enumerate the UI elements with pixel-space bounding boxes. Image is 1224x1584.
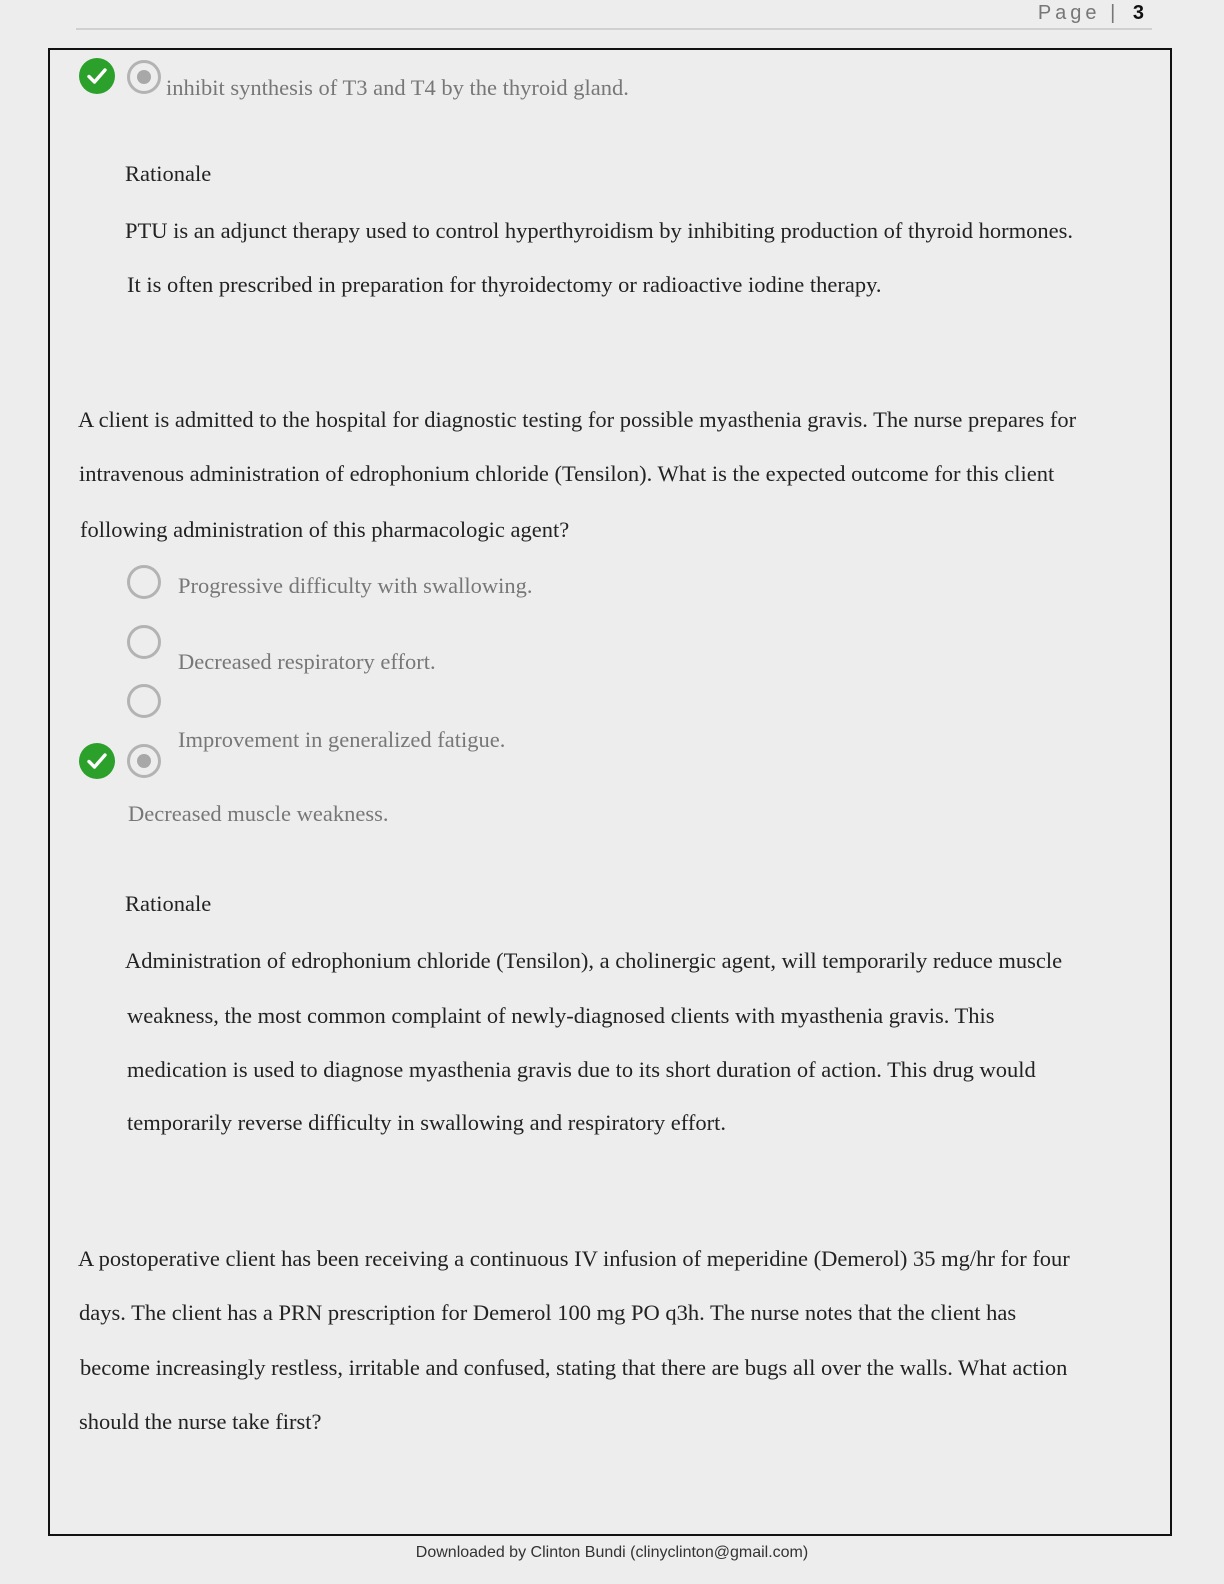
q3-question-line: A postoperative client has been receiving a continuous IV infusion of meperidine (Demerol) 35 mg/hr for four [78, 1246, 1070, 1271]
radio-option[interactable] [127, 625, 161, 659]
correct-check-icon [79, 58, 115, 94]
q2-rationale-line: temporarily reverse difficulty in swallowing and respiratory effort. [127, 1110, 726, 1135]
radio-option[interactable] [127, 565, 161, 599]
download-footer: Downloaded by Clinton Bundi (clinyclinton@gmail.com) [415, 1544, 809, 1561]
radio-option-selected[interactable] [127, 60, 161, 94]
q2-option: Improvement in generalized fatigue. [178, 727, 506, 752]
q2-option: Decreased respiratory effort. [178, 649, 436, 674]
q1-rationale-line: PTU is an adjunct therapy used to control hyperthyroidism by inhibiting production of thyroid hormones. [125, 218, 1073, 243]
q2-question-line: intravenous administration of edrophonium chloride (Tensilon). What is the expected outcome for this client [79, 461, 1055, 486]
q2-option: Progressive difficulty with swallowing. [178, 573, 533, 598]
radio-option-selected[interactable] [127, 744, 161, 778]
header-rule [76, 28, 1152, 30]
q1-correct-option: inhibit synthesis of T3 and T4 by the thyroid gland. [166, 75, 629, 100]
q3-question-line: become increasingly restless, irritable and confused, stating that there are bugs all over the walls. What action [80, 1355, 1068, 1380]
q3-question-line: days. The client has a PRN prescription for Demerol 100 mg PO q3h. The nurse notes that the client has [79, 1300, 1017, 1325]
q2-rationale-line: medication is used to diagnose myasthenia gravis due to its short duration of action. This drug would [127, 1057, 1036, 1082]
q2-question-line: following administration of this pharmacologic agent? [80, 517, 570, 542]
q1-rationale-line: It is often prescribed in preparation for thyroidectomy or radioactive iodine therapy. [127, 272, 882, 297]
q2-correct-option: Decreased muscle weakness. [128, 801, 389, 826]
q3-question-line: should the nurse take first? [79, 1409, 322, 1434]
q2-question-line: A client is admitted to the hospital for diagnostic testing for possible myasthenia gravis. The nurse prepares for [78, 407, 1077, 432]
correct-check-icon [79, 743, 115, 779]
q2-rationale-line: weakness, the most common complaint of newly-diagnosed clients with myasthenia gravis. This [127, 1003, 995, 1028]
q2-rationale-heading: Rationale [125, 891, 212, 916]
q2-rationale-line: Administration of edrophonium chloride (Tensilon), a cholinergic agent, will temporarily reduce muscle [125, 948, 1063, 973]
q1-rationale-heading: Rationale [125, 161, 212, 186]
page-number: Page | 3 [1037, 2, 1144, 24]
radio-option[interactable] [127, 684, 161, 718]
